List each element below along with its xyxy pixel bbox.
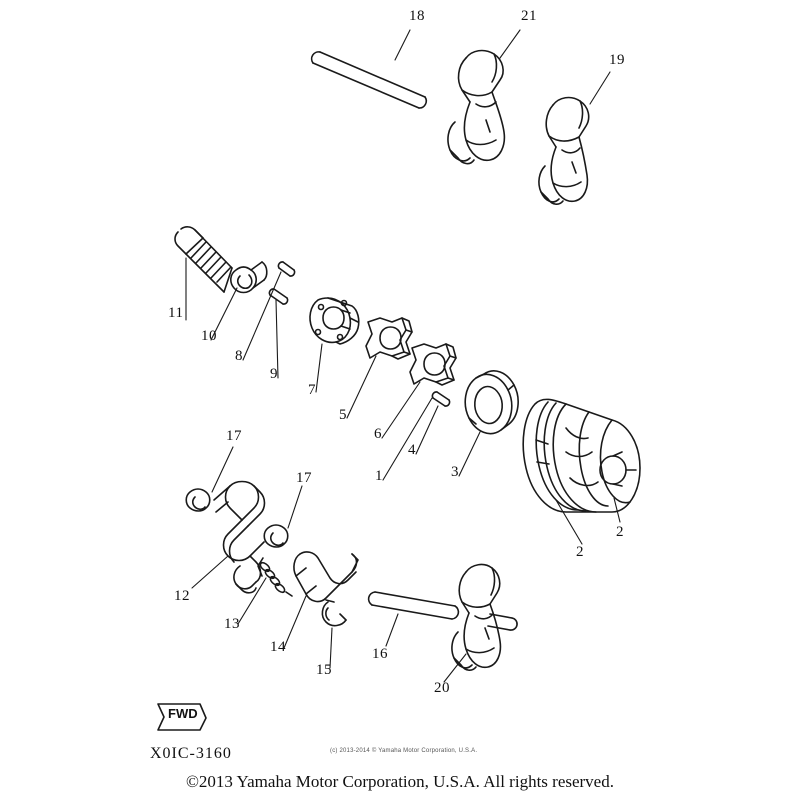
callout-6: 6	[374, 426, 382, 442]
callout-12: 12	[174, 588, 190, 604]
callout-15: 15	[316, 662, 332, 678]
leader-16	[386, 614, 398, 646]
oil-seal-part	[465, 371, 518, 434]
copyright-notice: ©2013 Yamaha Motor Corporation, U.S.A. All rights reserved.	[186, 772, 614, 791]
leader-17b	[288, 486, 302, 528]
leader-7	[316, 344, 322, 392]
diagram-part-number: X0IC-3160	[150, 745, 232, 762]
leader-4	[416, 406, 438, 454]
dowel-pin-part	[432, 392, 449, 406]
shift-cam-drum-part	[523, 399, 640, 512]
callout-17-upper: 17	[226, 428, 242, 444]
callout-13: 13	[224, 616, 240, 632]
callout-3: 3	[451, 464, 459, 480]
micro-credit-line: (c) 2013-2014 © Yamaha Motor Corporation, U.S.A.	[330, 748, 478, 754]
washer-part-a	[186, 489, 210, 511]
callout-10: 10	[201, 328, 217, 344]
shift-fork-left-part	[448, 51, 504, 164]
leader-12	[192, 556, 228, 588]
shift-shaft-spring-part	[258, 558, 292, 596]
leader-21	[500, 30, 520, 58]
callout-2-upper: 2	[616, 524, 624, 540]
stopper-lever-washer-part	[231, 262, 267, 293]
callout-7: 7	[308, 382, 316, 398]
callout-19: 19	[609, 52, 625, 68]
bolt-part	[175, 227, 232, 292]
spring-pin-part	[278, 262, 294, 276]
shift-fork-lower-part	[452, 565, 501, 671]
callout-1: 1	[375, 468, 383, 484]
leader-8	[243, 272, 281, 360]
leader-18	[395, 30, 410, 60]
shift-cam-stopper-plate-part	[366, 318, 412, 359]
callout-11: 11	[168, 305, 184, 321]
callout-9: 9	[270, 366, 278, 382]
callout-16: 16	[372, 646, 388, 662]
circlip-part	[322, 600, 346, 626]
callout-8: 8	[235, 348, 243, 364]
shift-cam-segment-part	[310, 298, 359, 344]
shift-fork-right-part	[539, 98, 589, 205]
leader-6	[382, 382, 420, 438]
callout-21: 21	[521, 8, 537, 24]
callout-14: 14	[270, 639, 286, 655]
shift-shaft-lever-part	[214, 482, 265, 593]
forward-arrow-label: FWD	[168, 706, 198, 721]
shift-cam-star-plate-part	[410, 344, 456, 385]
callout-5: 5	[339, 407, 347, 423]
leader-5	[347, 356, 376, 418]
callout-18: 18	[409, 8, 425, 24]
shift-fork-guide-bar-upper-part	[312, 52, 427, 108]
leader-1	[383, 398, 432, 480]
callout-17-lower: 17	[296, 470, 312, 486]
callout-4: 4	[408, 442, 416, 458]
shift-shaft-arm-part	[294, 552, 358, 602]
callout-2-lower: 2	[576, 544, 584, 560]
callout-20: 20	[434, 680, 450, 696]
leader-14	[284, 596, 306, 648]
leader-19	[590, 72, 610, 104]
leader-3	[459, 432, 480, 476]
washer-part-b	[264, 525, 288, 547]
